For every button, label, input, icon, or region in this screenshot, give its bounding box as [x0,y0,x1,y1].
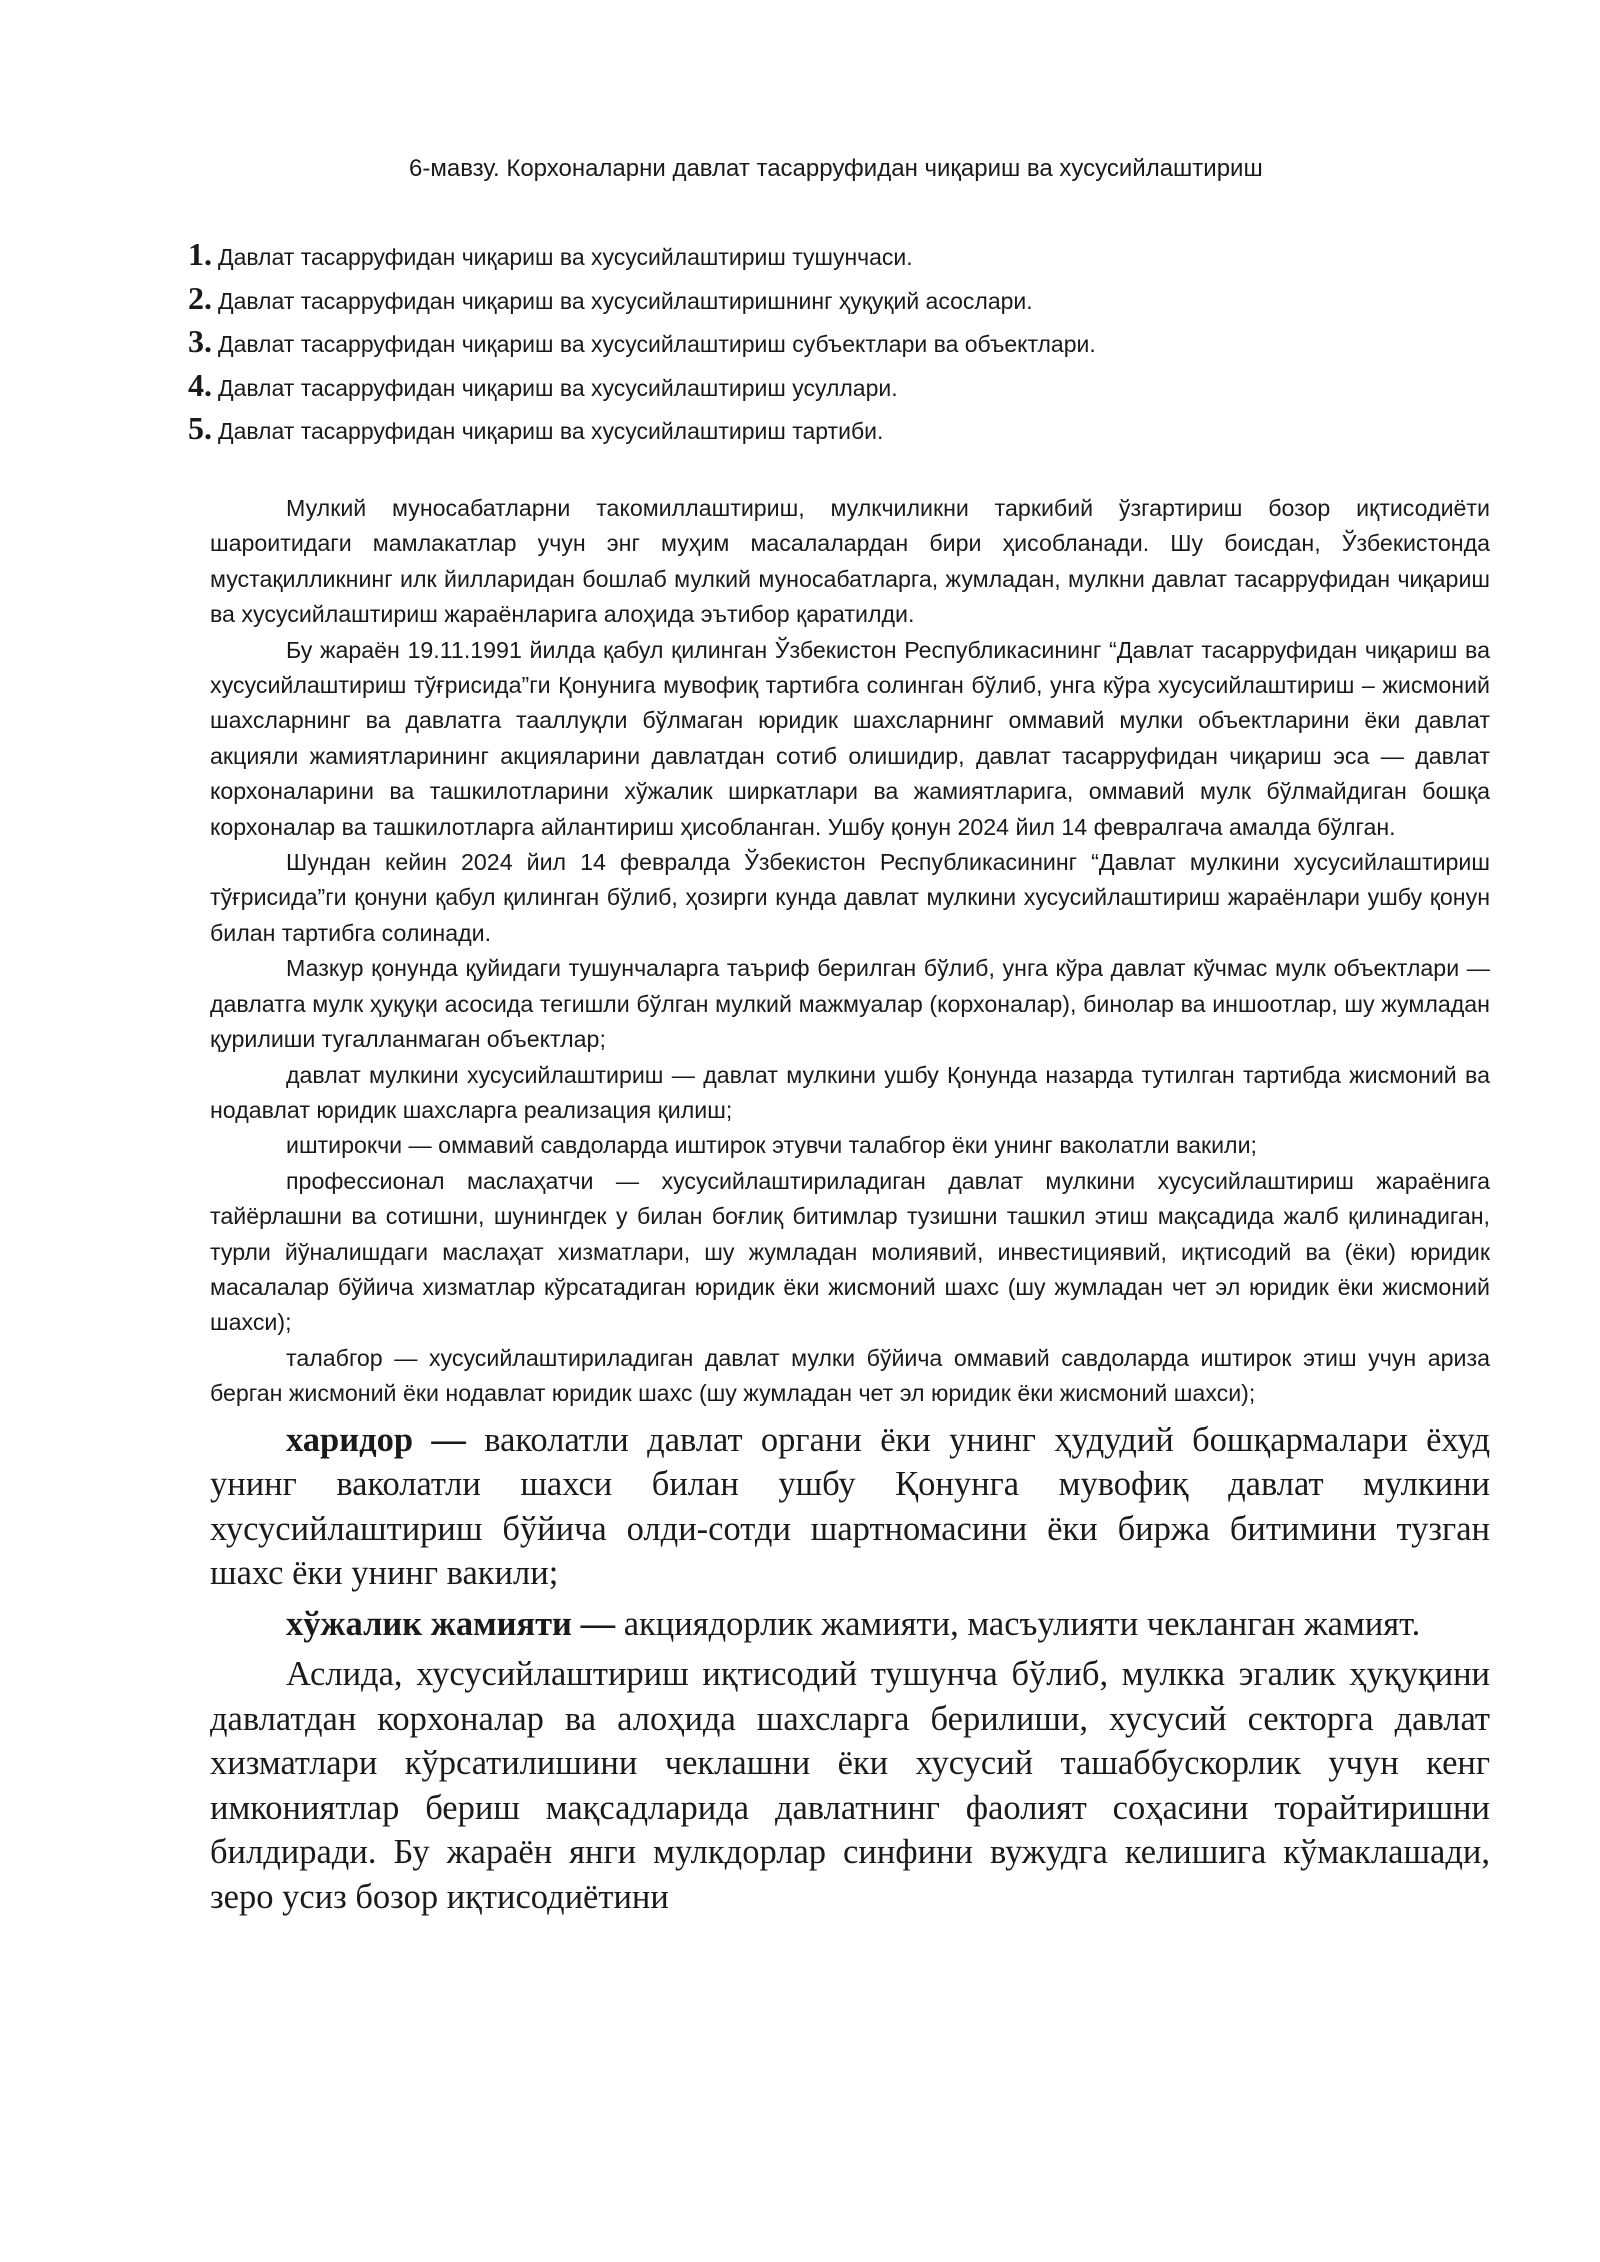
outline-item [188,364,1488,408]
outline-text: Давлат тасарруфидан чиқариш ва хусусийлаштиришнинг ҳуқуқий асослари. [218,287,1033,314]
outline-item [188,320,1488,364]
definition-term: хўжалик жамияти — [286,1604,616,1643]
outline-item [188,277,1488,321]
definition-text: ваколатли давлат органи ёки унинг ҳудудий бошқармалари ёхуд унинг ваколатли шахси билан ушбу Қонунга мувофиқ давлат мулкини хусусийлаштириш бўйича олди-сотди шартномасини ёки биржа битимини тузган шахс ёки унинг вакили; [210,1420,1491,1593]
outline-item [188,407,1488,451]
body-paragraph: Бу жараён 19.11.1991 йилда қабул қилинган Ўзбекистон Республикасининг “Давлат тасарруфидан чиқариш ва хусусийлаштириш тўғрисида”ги Қонунига мувофиқ тартибга солинган бўлиб, унга кўра хусусийлаштириш – жисмоний шахсларнинг ва давлатга тааллуқли бўлмаган юридик шахсларнинг оммавий мулки объектларини ёки давлат акцияли жамиятларининг акцияларини давлатдан сотиб олишидир, давлат тасарруфидан чиқариш эса — давлат корхоналарини ва ташкилотларини хўжалик ширкатлари ва жамиятларига, оммавий мулк бўлмайдиган бошқа корхоналар ва ташкилотларга айлантириш ҳисобланган. Ушбу қонун 2024 йил 14 февралгача амалда бўлган. [210,636,1490,840]
definition-buyer [210,1418,1490,1596]
outline-number: 4. [188,366,212,403]
outline-item [188,233,1488,277]
body-paragraph: Мазкур қонунда қуйидаги тушунчаларга таъриф берилган бўлиб, унга кўра давлат кўчмас мулк объектлари — давлатга мулк ҳуқуқи асосида тегишли бўлган мулкий мажмуалар (корхоналар), бинолар ва иншоотлар, шу жумладан қурилиши тугалланмаган объектлар; [210,955,1490,1053]
body-paragraph: Мулкий муносабатларни такомиллаштириш, мулкчиликни таркибий ўзгартириш бозор иқтисодиёти шароитидаги мамлакатлар учун энг муҳим масалалардан бири ҳисобланади. Шу боисдан, Ўзбекистонда мустақилликнинг илк йилларидан бошлаб мулкий муносабатларга, жумладан, мулкни давлат тасарруфидан чиқариш ва хусусийлаштириш жараёнларига алоҳида эътибор қаратилди. [210,495,1490,628]
body-paragraph: профессионал маслаҳатчи — хусусийлаштириладиган давлат мулкини хусусийлаштириш жараёнига тайёрлашни ва сотишни, шунингдек у билан боғлиқ битимлар тузишни ташкил этиш мақсадида жалб қилинадиган, турли йўналишдаги маслаҳат хизматлари, шу жумладан молиявий, инвестициявий, иқтисодий ва (ёки) юридик масалалар бўйича хизматлар кўрсатадиган юридик ёки жисмоний шахс (шу жумладан чет эл юридик ёки жисмоний шахси); [210,1167,1490,1336]
document-body [210,491,1490,1919]
definition-text: акциядорлик жамияти, масъулияти чекланган жамият. [615,1604,1421,1643]
outline-text: Давлат тасарруфидан чиқариш ва хусусийлаштириш тушунчаси. [218,244,913,270]
document-title: 6-мавзу. Корхоналарни давлат тасарруфидан чиқариш ва хусусийлаштириш [409,155,1263,182]
outline-number: 1. [188,236,212,272]
closing-paragraph: Аслида, хусусийлаштириш иқтисодий тушунча бўлиб, мулкка эгалик ҳуқуқини давлатдан корхоналар ва алоҳида шахсларга берилиши, хусусий секторга давлат хизматлари кўрсатилишини чеклашни ёки хусусий ташаббускорлик учун кенг имкониятлар бериш мақсадларида давлатнинг фаолият соҳасини торайтиришни билдиради. Бу жараён янги мулкдорлар синфини вужудга келишига кўмаклашади, зеро усиз бозор иқтисодиётини [210,1655,1490,1916]
body-paragraph: талабгор — хусусийлаштириладиган давлат мулки бўйича оммавий савдоларда иштирок этиш учун ариза берган жисмоний ёки нодавлат юридик шахс (шу жумладан чет эл юридик ёки жисмоний шахси); [210,1344,1490,1407]
definition-business-company [210,1602,1490,1647]
outline-number: 2. [188,279,212,316]
topic-outline [188,233,1488,451]
body-paragraph: давлат мулкини хусусийлаштириш — давлат мулкини ушбу Қонунда назарда тутилган тартибда жисмоний ва нодавлат юридик шахсларга реализация қилиш; [210,1061,1490,1123]
body-paragraph: Шундан кейин 2024 йил 14 февралда Ўзбекистон Республикасининг “Давлат мулкини хусусийлаштириш тўғрисида”ги қонуни қабул қилинган бўлиб, ҳозирги кунда давлат мулкини хусусийлаштириш жараёнлари ушбу қонун билан тартибга солинади. [210,849,1490,946]
outline-number: 5. [188,410,212,446]
body-paragraph: иштирокчи — оммавий савдоларда иштирок этувчи талабгор ёки унинг ваколатли вакили; [286,1132,1257,1159]
outline-text: Давлат тасарруфидан чиқариш ва хусусийлаштириш субъектлари ва объектлари. [218,331,1096,357]
outline-text: Давлат тасарруфидан чиқариш ва хусусийлаштириш усуллари. [218,374,898,401]
outline-number: 3. [188,323,212,359]
definition-term: харидор — [286,1420,466,1459]
outline-text: Давлат тасарруфидан чиқариш ва хусусийлаштириш тартиби. [218,418,884,444]
